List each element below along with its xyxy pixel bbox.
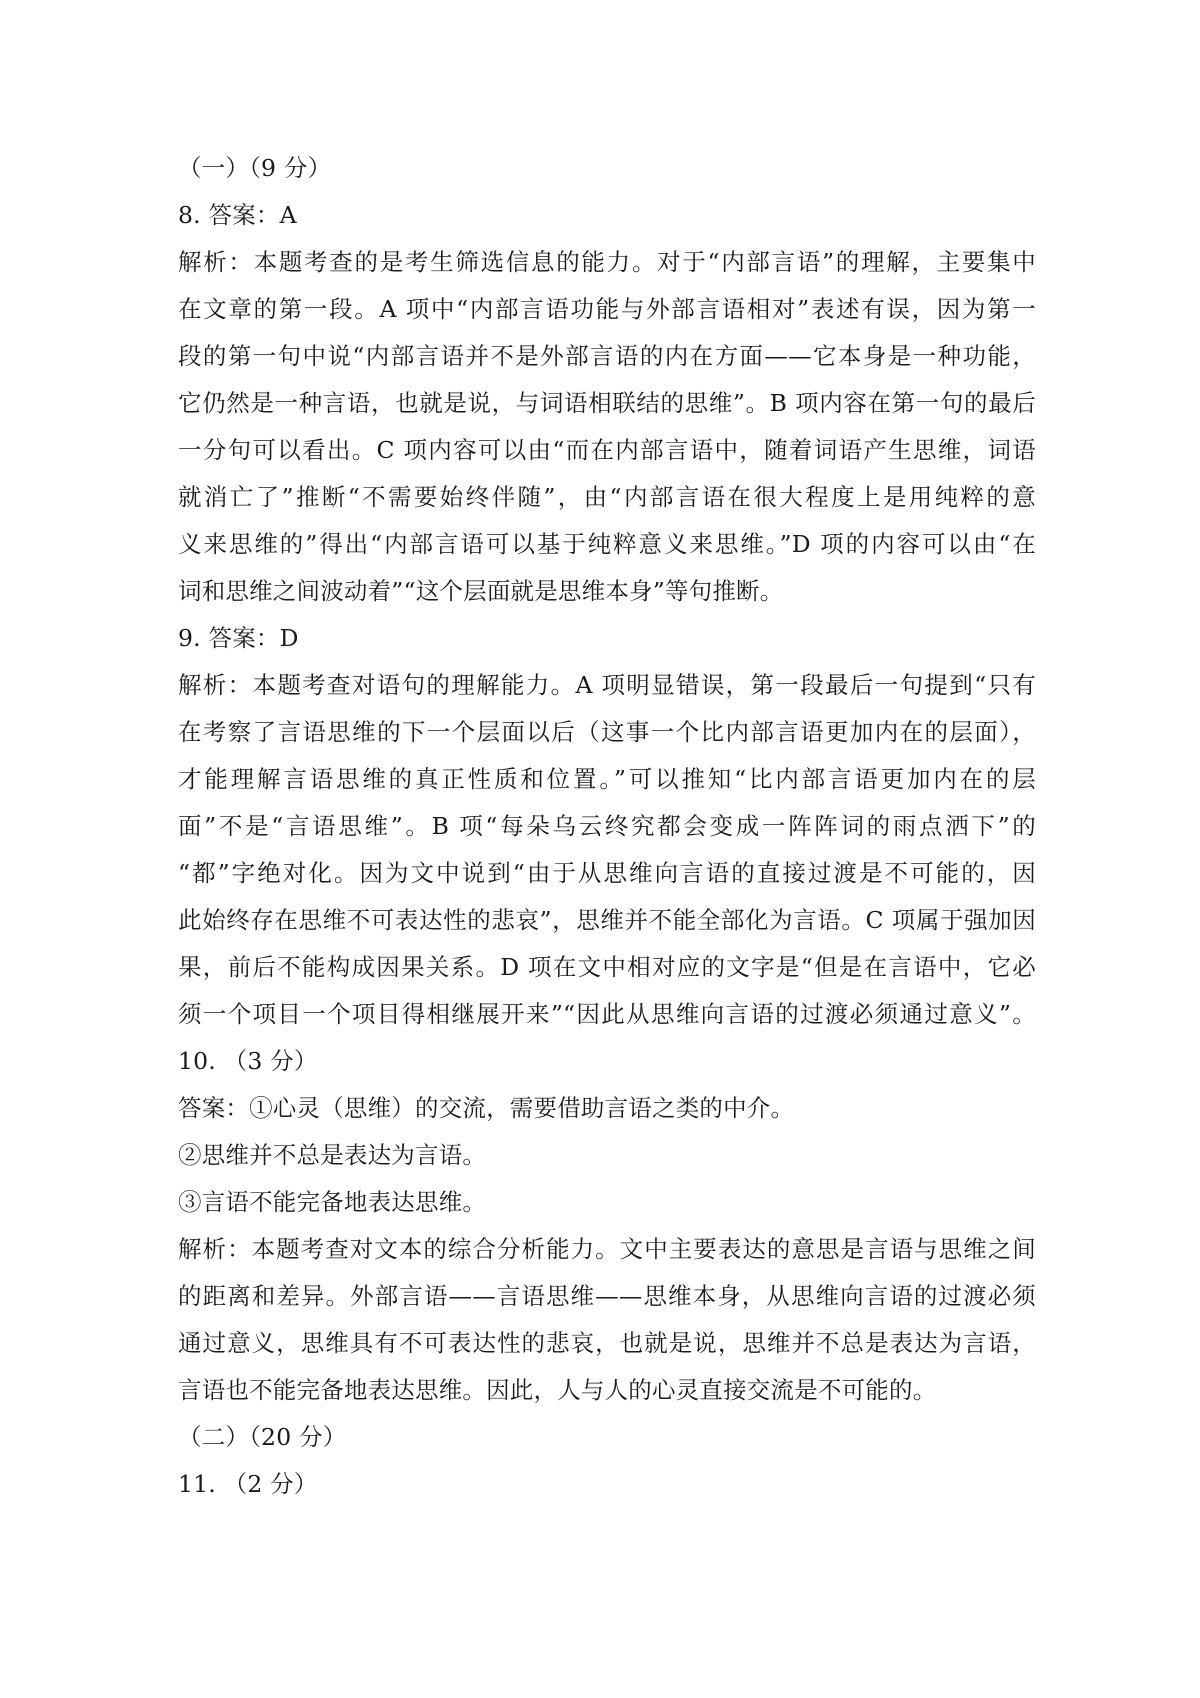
analysis-8-line: 义来思维的”得出“内部言语可以基于纯粹意义来思维。”D 项的内容可以由“在: [178, 530, 1036, 558]
answer-8: 8. 答案：A: [178, 201, 297, 229]
analysis-8-line: 它仍然是一种言语，也就是说，与词语相联结的思维”。B 项内容在第一句的最后: [178, 389, 1036, 417]
analysis-9-line: 才能理解言语思维的真正性质和位置。”可以推知“比内部言语更加内在的层: [178, 765, 1036, 793]
section-heading-one: （一）（9 分）: [178, 154, 332, 182]
analysis-9-line: 面”不是“言语思维”。B 项“每朵乌云终究都会变成一阵阵词的雨点洒下”的: [178, 812, 1036, 840]
section-heading-two: （二）（20 分）: [178, 1423, 347, 1451]
analysis-9-line: “都”字绝对化。因为文中说到“由于从思维向言语的直接过渡是不可能的，因: [178, 859, 1036, 887]
analysis-9-line: 果，前后不能构成因果关系。D 项在文中相对应的文字是“但是在言语中，它必: [178, 953, 1036, 981]
analysis-8-line: 词和思维之间波动着”“这个层面就是思维本身”等句推断。: [178, 577, 784, 605]
analysis-10-line: 通过意义，思维具有不可表达性的悲哀，也就是说，思维并不总是表达为言语，: [178, 1329, 1036, 1357]
document-page: [178, 150, 1036, 1513]
answer-10-point-1: 答案：①心灵（思维）的交流，需要借助言语之类的中介。: [178, 1094, 795, 1122]
analysis-8-line: 段的第一句中说“内部言语并不是外部言语的内在方面——它本身是一种功能，: [178, 342, 1036, 370]
analysis-10-line: 解析：本题考查对文本的综合分析能力。文中主要表达的意思是言语与思维之间: [178, 1235, 1036, 1263]
analysis-8-line: 就消亡了”推断“不需要始终伴随”，由“内部言语在很大程度上是用纯粹的意: [178, 483, 1036, 511]
answer-9: 9. 答案：D: [178, 624, 299, 652]
analysis-10-line: 言语也不能完备地表达思维。因此，人与人的心灵直接交流是不可能的。: [178, 1376, 937, 1404]
analysis-8-line: 一分句可以看出。C 项内容可以由“而在内部言语中，随着词语产生思维，词语: [178, 436, 1036, 464]
analysis-9-line: 解析：本题考查对语句的理解能力。A 项明显错误，第一段最后一句提到“只有: [178, 671, 1036, 699]
answer-10-point-3: ③言语不能完备地表达思维。: [178, 1188, 487, 1216]
analysis-8-line: 解析：本题考查的是考生筛选信息的能力。对于“内部言语”的理解，主要集中: [178, 248, 1036, 276]
question-10-heading: 10. （3 分）: [178, 1047, 318, 1075]
analysis-10-line: 的距离和差异。外部言语——言语思维——思维本身，从思维向言语的过渡必须: [178, 1282, 1036, 1310]
analysis-9-line: 在考察了言语思维的下一个层面以后（这事一个比内部言语更加内在的层面），: [178, 718, 1036, 746]
analysis-9-line: 须一个项目一个项目得相继展开来”“因此从思维向言语的过渡必须通过意义”。: [178, 1000, 1036, 1028]
analysis-8-line: 在文章的第一段。A 项中“内部言语功能与外部言语相对”表述有误，因为第一: [178, 295, 1036, 323]
analysis-9-line: 此始终存在思维不可表达性的悲哀”，思维并不能全部化为言语。C 项属于强加因: [178, 906, 1036, 934]
question-11-heading: 11. （2 分）: [178, 1470, 318, 1498]
answer-10-point-2: ②思维并不总是表达为言语。: [178, 1141, 487, 1169]
